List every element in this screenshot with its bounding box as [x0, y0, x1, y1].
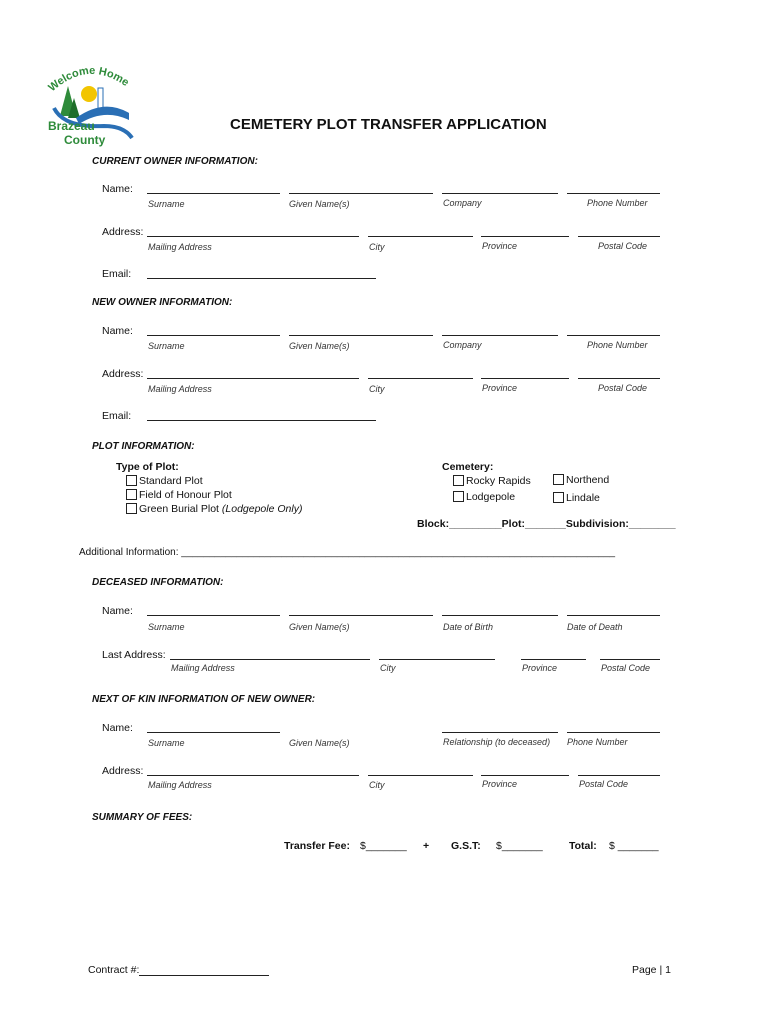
- rocky-rapids-checkbox[interactable]: [453, 475, 464, 486]
- deceased-postal-line[interactable]: [600, 659, 660, 660]
- kin-province-line[interactable]: [481, 775, 569, 776]
- deceased-surname-caption: Surname: [148, 622, 185, 632]
- new-email-line[interactable]: [147, 420, 376, 421]
- deceased-dob-line[interactable]: [442, 615, 558, 616]
- new-surname-line[interactable]: [147, 335, 280, 336]
- logo-name-line1: Brazeau: [48, 119, 95, 133]
- current-company-line[interactable]: [442, 193, 558, 194]
- kin-postal-line[interactable]: [578, 775, 660, 776]
- deceased-postal-caption: Postal Code: [601, 663, 651, 673]
- page-number: Page | 1: [632, 964, 671, 976]
- current-owner-heading: CURRENT OWNER INFORMATION:: [92, 156, 258, 167]
- plot-type-label: Type of Plot:: [116, 461, 179, 473]
- current-surname-line[interactable]: [147, 193, 280, 194]
- kin-phone-line[interactable]: [567, 732, 660, 733]
- green-plot-note: (Lodgepole Only): [221, 503, 303, 515]
- current-mailing-caption: Mailing Address: [148, 242, 212, 252]
- block-plot-subdivision[interactable]: Block:_________Plot:_______Subdivision:________: [417, 518, 676, 530]
- cemetery-label: Cemetery:: [442, 461, 494, 473]
- deceased-heading: DECEASED INFORMATION:: [92, 577, 224, 588]
- kin-given-caption: Given Name(s): [289, 738, 350, 748]
- new-postal-line[interactable]: [578, 378, 660, 379]
- kin-postal-caption: Postal Code: [579, 779, 629, 789]
- kin-relationship-caption: Relationship (to deceased): [443, 737, 551, 747]
- deceased-province-line[interactable]: [521, 659, 586, 660]
- current-phone-line[interactable]: [567, 193, 660, 194]
- kin-surname-caption: Surname: [148, 738, 185, 748]
- standard-plot-option[interactable]: [126, 475, 203, 487]
- deceased-mailing-caption: Mailing Address: [171, 663, 235, 673]
- logo-arc-text: Welcome Home: [46, 64, 132, 95]
- new-phone-caption: Phone Number: [587, 340, 648, 350]
- deceased-dod-line[interactable]: [567, 615, 660, 616]
- kin-city-line[interactable]: [368, 775, 473, 776]
- contract-label: Contract #:: [88, 964, 140, 976]
- lodgepole-checkbox[interactable]: [453, 491, 464, 502]
- new-phone-line[interactable]: [567, 335, 660, 336]
- current-phone-caption: Phone Number: [587, 198, 648, 208]
- contract-number-line[interactable]: [139, 975, 269, 976]
- deceased-dod-caption: Date of Death: [567, 622, 623, 632]
- deceased-given-line[interactable]: [289, 615, 433, 616]
- new-email-label: Email:: [102, 410, 132, 422]
- brazeau-county-logo: [44, 58, 134, 150]
- rocky-rapids-label: Rocky Rapids: [466, 475, 531, 487]
- plot-heading: PLOT INFORMATION:: [92, 441, 195, 452]
- deceased-dob-caption: Date of Birth: [443, 622, 494, 632]
- deceased-given-caption: Given Name(s): [289, 622, 350, 632]
- kin-province-caption: Province: [482, 779, 518, 789]
- current-surname-caption: Surname: [148, 199, 185, 209]
- current-province-caption: Province: [482, 241, 518, 251]
- standard-plot-label: Standard Plot: [139, 475, 203, 487]
- honour-plot-option[interactable]: [126, 489, 232, 501]
- new-company-line[interactable]: [442, 335, 558, 336]
- lindale-label: Lindale: [566, 492, 600, 504]
- honour-plot-checkbox[interactable]: [126, 489, 137, 500]
- new-city-caption: City: [369, 384, 385, 394]
- current-email-line[interactable]: [147, 278, 376, 279]
- green-plot-label: Green Burial Plot: [139, 503, 219, 515]
- current-given-line[interactable]: [289, 193, 433, 194]
- deceased-province-caption: Province: [522, 663, 558, 673]
- kin-mailing-caption: Mailing Address: [148, 780, 212, 790]
- new-address-label: Address:: [102, 368, 144, 380]
- deceased-address-label: Last Address:: [102, 649, 166, 661]
- kin-mailing-line[interactable]: [147, 775, 359, 776]
- lodgepole-label: Lodgepole: [466, 491, 516, 503]
- gst-field[interactable]: $_______: [496, 840, 543, 852]
- kin-relationship-line[interactable]: [442, 732, 558, 733]
- rocky-rapids-option[interactable]: [453, 475, 531, 487]
- current-email-label: Email:: [102, 268, 132, 280]
- new-city-line[interactable]: [368, 378, 473, 379]
- honour-plot-label: Field of Honour Plot: [139, 489, 232, 501]
- lindale-option[interactable]: [553, 492, 600, 504]
- current-company-caption: Company: [443, 198, 482, 208]
- new-company-caption: Company: [443, 340, 482, 350]
- kin-address-label: Address:: [102, 765, 144, 777]
- logo-name-line2: County: [64, 133, 106, 147]
- current-postal-line[interactable]: [578, 236, 660, 237]
- new-name-label: Name:: [102, 325, 133, 337]
- lindale-checkbox[interactable]: [553, 492, 564, 503]
- new-province-caption: Province: [482, 383, 518, 393]
- lodgepole-option[interactable]: [453, 491, 515, 503]
- current-city-line[interactable]: [368, 236, 473, 237]
- deceased-mailing-line[interactable]: [170, 659, 370, 660]
- northend-checkbox[interactable]: [553, 474, 564, 485]
- deceased-surname-line[interactable]: [147, 615, 280, 616]
- deceased-city-caption: City: [380, 663, 396, 673]
- new-province-line[interactable]: [481, 378, 569, 379]
- new-mailing-line[interactable]: [147, 378, 359, 379]
- fees-heading: SUMMARY OF FEES:: [92, 812, 193, 823]
- deceased-city-line[interactable]: [379, 659, 495, 660]
- new-owner-heading: NEW OWNER INFORMATION:: [92, 297, 233, 308]
- kin-surname-line[interactable]: [147, 732, 280, 733]
- current-city-caption: City: [369, 242, 385, 252]
- total-field[interactable]: $ _______: [609, 840, 659, 852]
- additional-information[interactable]: Additional Information: ______________________________________________________________________________: [79, 547, 616, 558]
- total-label: Total:: [569, 840, 597, 852]
- current-name-label: Name:: [102, 183, 133, 195]
- kin-city-caption: City: [369, 780, 385, 790]
- new-mailing-caption: Mailing Address: [148, 384, 212, 394]
- kin-phone-caption: Phone Number: [567, 737, 628, 747]
- green-plot-checkbox[interactable]: [126, 503, 137, 514]
- standard-plot-checkbox[interactable]: [126, 475, 137, 486]
- northend-label: Northend: [566, 474, 610, 486]
- page-title: CEMETERY PLOT TRANSFER APPLICATION: [230, 116, 547, 133]
- new-given-line[interactable]: [289, 335, 433, 336]
- new-postal-caption: Postal Code: [598, 383, 648, 393]
- new-surname-caption: Surname: [148, 341, 185, 351]
- current-address-label: Address:: [102, 226, 144, 238]
- transfer-fee-field[interactable]: $_______: [360, 840, 407, 852]
- green-plot-option[interactable]: [126, 503, 302, 515]
- deceased-name-label: Name:: [102, 605, 133, 617]
- northend-option[interactable]: [553, 474, 609, 486]
- kin-name-label: Name:: [102, 722, 133, 734]
- gst-label: G.S.T:: [451, 840, 481, 852]
- transfer-fee-label: Transfer Fee:: [284, 840, 350, 852]
- kin-heading: NEXT OF KIN INFORMATION OF NEW OWNER:: [92, 694, 316, 705]
- current-postal-caption: Postal Code: [598, 241, 648, 251]
- current-given-caption: Given Name(s): [289, 199, 350, 209]
- new-given-caption: Given Name(s): [289, 341, 350, 351]
- plus-sign: +: [423, 840, 430, 852]
- current-province-line[interactable]: [481, 236, 569, 237]
- current-mailing-line[interactable]: [147, 236, 359, 237]
